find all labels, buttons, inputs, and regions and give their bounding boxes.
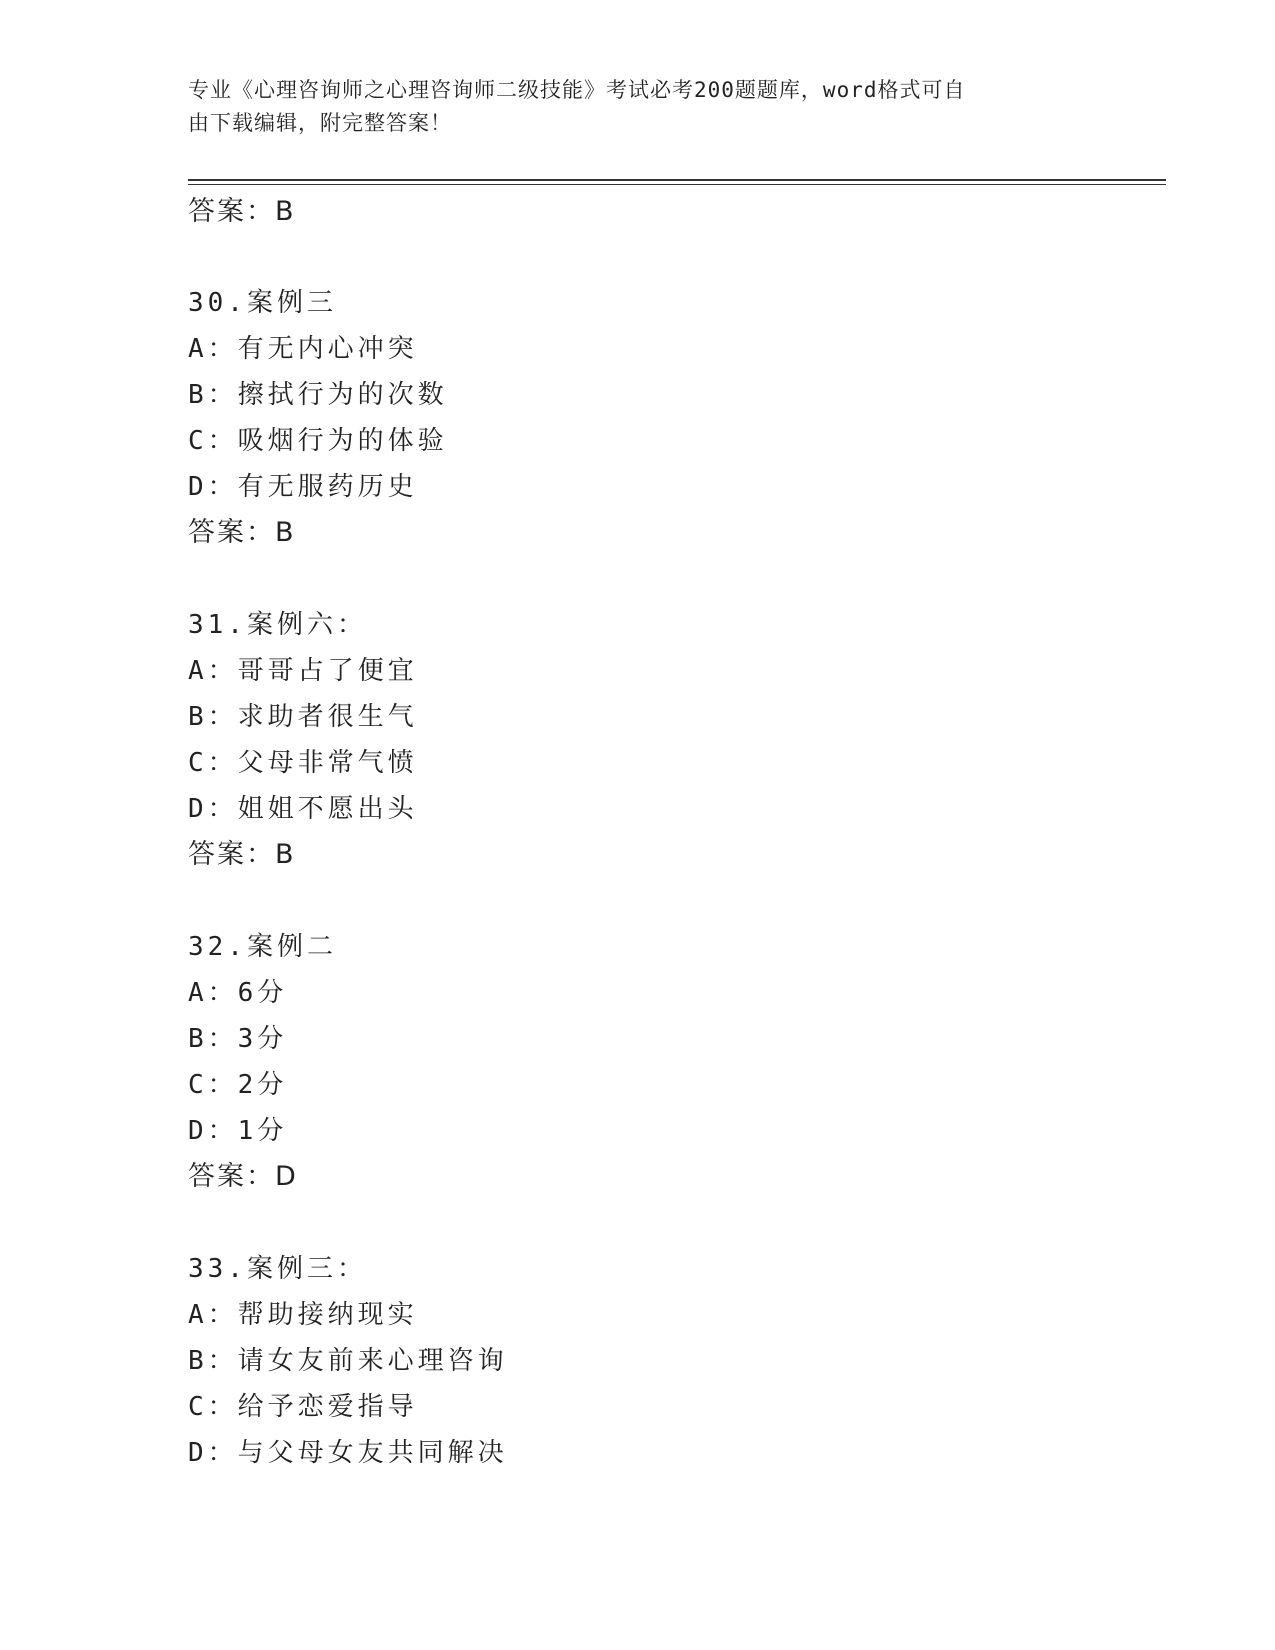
question-block [188, 280, 1166, 556]
option-a: A：6分 [188, 978, 288, 1008]
option-c: C：2分 [188, 1070, 288, 1100]
spacer [188, 1200, 1166, 1246]
question-block [188, 1246, 1166, 1476]
option-a: A：哥哥占了便宜 [188, 656, 418, 686]
answer-line: 答案：B [188, 196, 296, 227]
answer-line: 答案：B [188, 517, 296, 548]
option-b: B：3分 [188, 1024, 288, 1054]
spacer [188, 234, 1166, 280]
option-a: A：帮助接纳现实 [188, 1300, 418, 1330]
header-divider-thick [188, 179, 1166, 181]
option-a: A：有无内心冲突 [188, 334, 418, 364]
spacer [188, 878, 1166, 924]
question-list [188, 190, 1166, 1476]
question-title: 32.案例二 [188, 932, 337, 962]
option-b: B：擦拭行为的次数 [188, 380, 448, 410]
option-d: D：姐姐不愿出头 [188, 794, 418, 824]
option-c: C：父母非常气愤 [188, 748, 418, 778]
question-title: 31.案例六： [188, 610, 367, 640]
option-b: B：求助者很生气 [188, 702, 418, 732]
option-c: C：吸烟行为的体验 [188, 426, 448, 456]
option-c: C：给予恋爱指导 [188, 1392, 418, 1422]
answer-line: 答案：D [188, 1161, 298, 1192]
header-divider-thin [188, 184, 1166, 185]
spacer [188, 556, 1166, 602]
option-d: D：1分 [188, 1116, 288, 1146]
option-b: B：请女友前来心理咨询 [188, 1346, 508, 1376]
question-block [188, 924, 1166, 1200]
question-block [188, 602, 1166, 878]
header-line-2: 由下载编辑，附完整答案！ [188, 111, 452, 135]
question-title: 33.案例三： [188, 1254, 367, 1284]
document-header [188, 74, 1068, 140]
answer-line: 答案：B [188, 839, 296, 870]
option-d: D：与父母女友共同解决 [188, 1438, 508, 1468]
question-title: 30.案例三 [188, 288, 337, 318]
header-line-1: 专业《心理咨询师之心理咨询师二级技能》考试必考200题题库，word格式可自 [188, 78, 966, 102]
option-d: D：有无服药历史 [188, 472, 418, 502]
